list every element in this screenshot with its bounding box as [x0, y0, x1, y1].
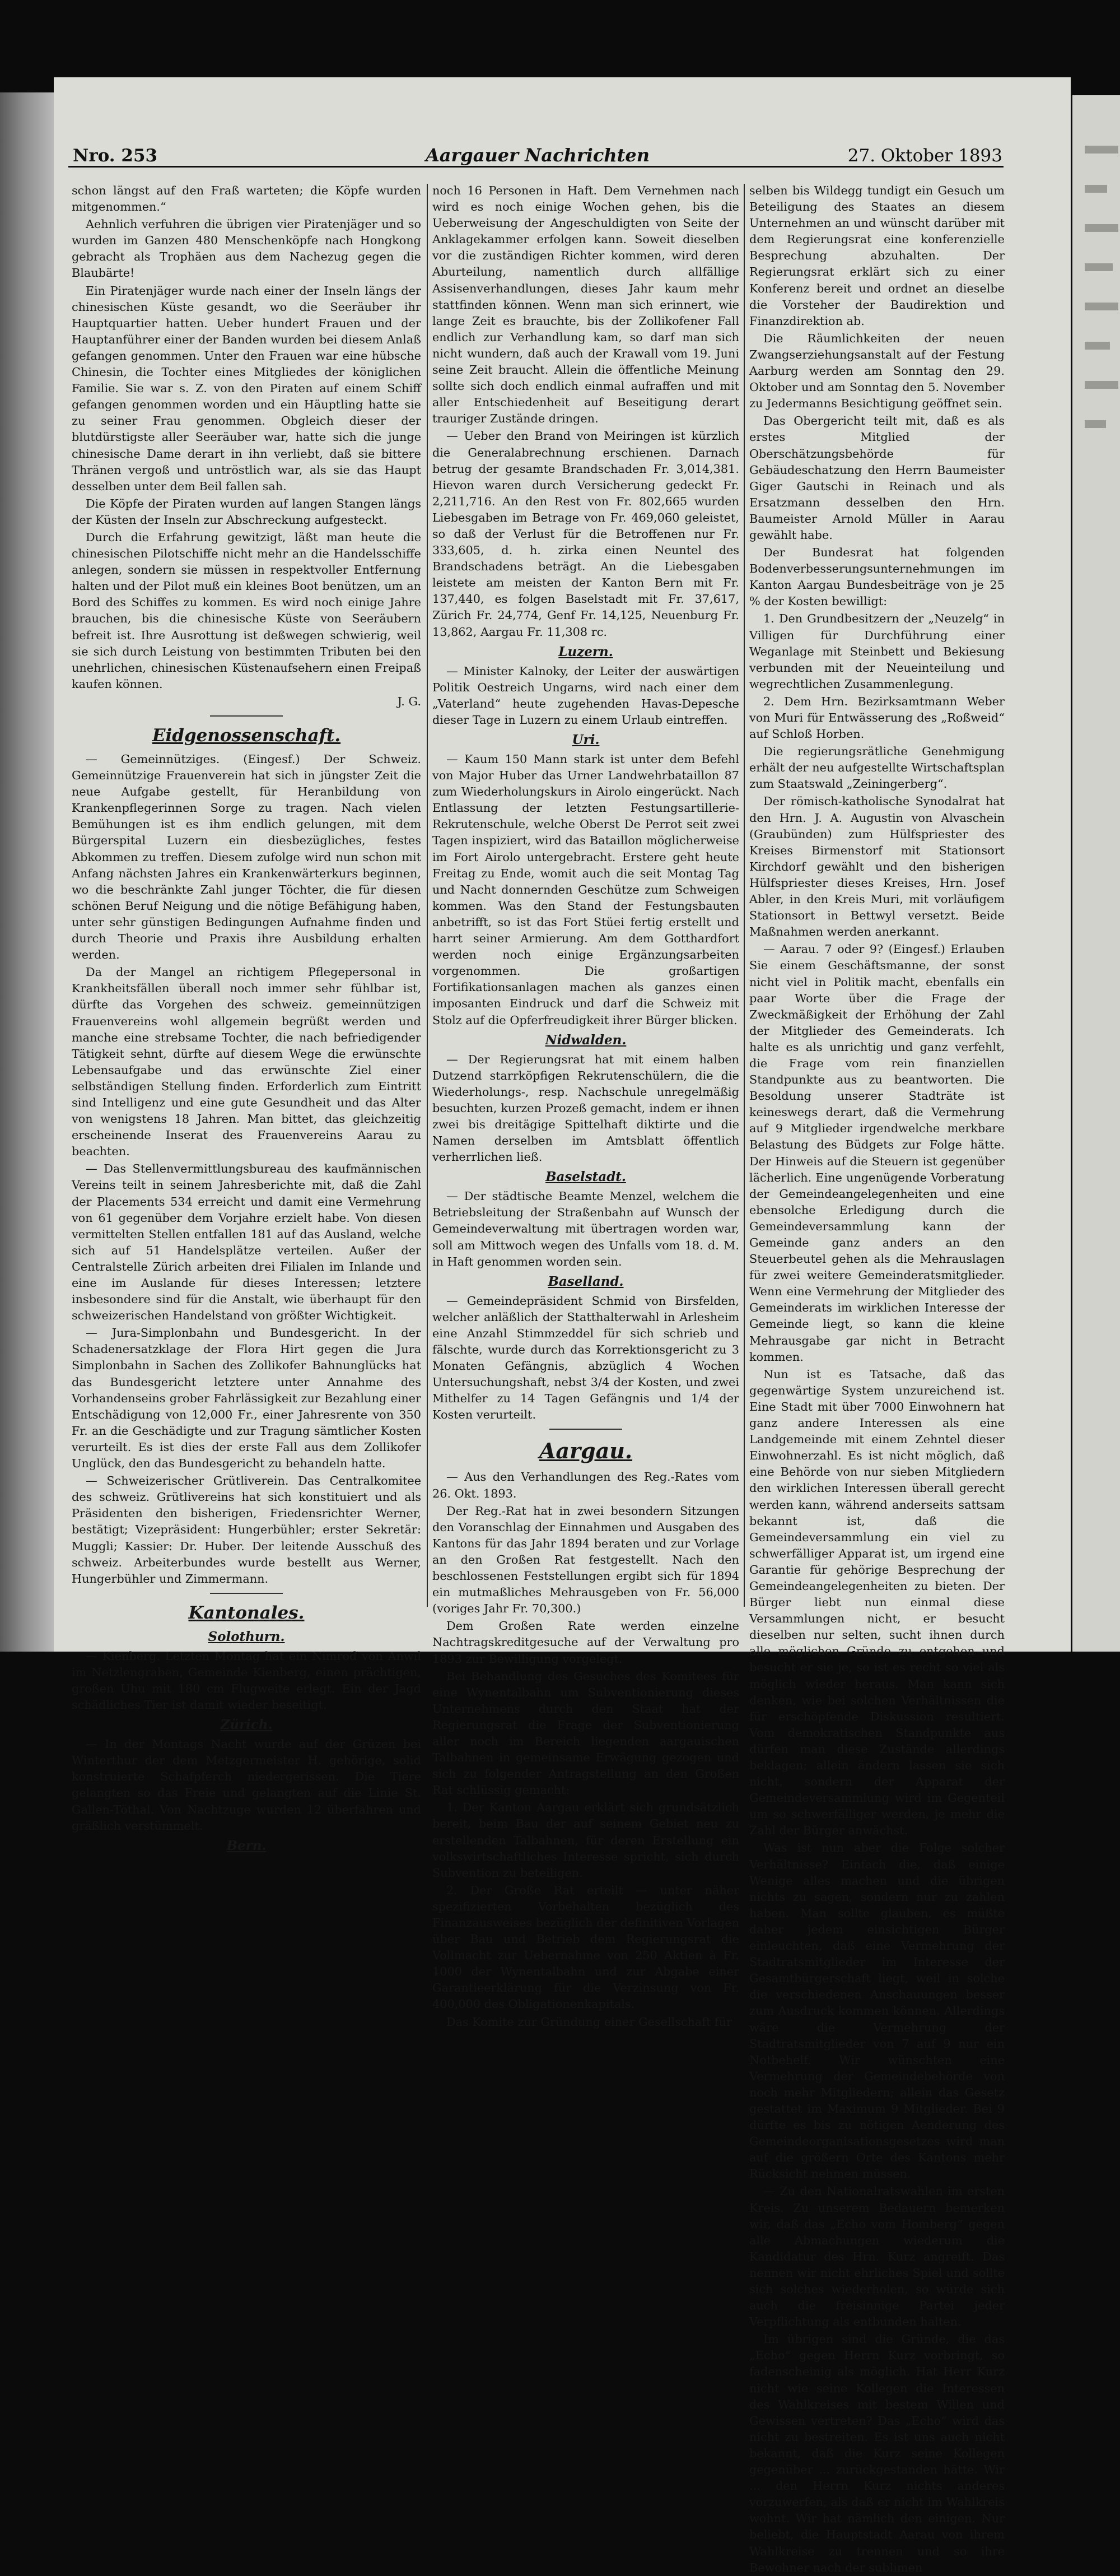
article-paragraph: — Kaum 150 Mann stark ist unter dem Befehl von Major Huber das Urner Landwehrbataillon 87 zum Wiederholungskurs in Airolo eingerückt. Nach Entlassung der letzten Festungsartillerie-Rekrutenschule, welche Oberst De Perrot seit zwei Tagen inspiziert, wird das Bataillon möglicherweise im Fort Airolo untergebracht. Erstere geht heute Freitag zu Ende, womit auch die seit Montag Tag und Nacht donnernden Geschütze zum Schweigen kommen. Was den Stand der Festungsbauten anbetrifft, so ist das Fort Stüei fertig erstellt und harrt seiner Armierung. Am dem Gotthardfort werden noch einige Ergänzungsarbeiten vorgenommen. Die großartigen Fortifikationsanlagen machen als ganzes einen imposanten Eindruck und darf die Schweiz mit Stolz auf die Opferfreudigkeit ihrer Bürger blicken.: [432, 752, 739, 1027]
ghost-text: [1085, 342, 1110, 350]
ghost-text: [1085, 303, 1118, 310]
article-paragraph: — Gemeinnütziges. (Eingesf.) Der Schweiz. Gemeinnützige Frauenverein hat sich in jüngster Zeit die neue Aufgabe gestellt, für Heranbildung von Krankenpflegerinnen Sorge zu tragen. Nach vielen Bemühungen ist es ihm endlich gelungen, mit dem Bürgerspital Luzern ein diesbezügliches, festes Abkommen zu treffen. Diesem zufolge wird nun schon mit Anfang nächsten Jahres ein Krankenwärterkurs beginnen, wo die beschränkte Zahl junger Töchter, die für diesen schönen Beruf Neigung und die nötige Befähigung haben, unter sehr günstigen Bedingungen Aufnahme finden und durch Theorie und Praxis ihre Ausbildung erhalten werden.: [72, 752, 421, 962]
ghost-text: [1085, 224, 1118, 232]
section-heading-aargau: Aargau.: [539, 1438, 633, 1464]
article-paragraph: — Schweizerischer Grütliverein. Das Centralkomitee des schweiz. Grütlivereins hat sich konstituiert und als Präsidenten den bisherigen, Friedensrichter Werner, bestätigt; Vizepräsident: Hungerbühler; erster Sekretär: Muggli; Kassier: Dr. Huber. Der leitende Ausschuß des schweiz. Arbeiterbundes wurde bestellt aus Werner, Hungerbühler und Zimmermann.: [72, 1474, 421, 1585]
article-paragraph: Durch die Erfahrung gewitzigt, läßt man heute die chinesischen Pilotschiffe nicht mehr an die Handelsschiffe anlegen, sondern sie müssen in respektvoller Entfernung halten und der Pilot muß ein kleines Boot benützen, um an Bord des Schiffes zu kommen. Es wird noch einige Jahre brauchen, bis die chinesische Küste von Seeräubern befreit ist. Ihre Ausrottung ist deßwegen schwierig, weil sie sich durch Leistung von bestimmten Tributen bei den unehrlichen, chinesischen Küstenaufsehern einen Freipaß kaufen können.: [72, 530, 421, 691]
article-paragraph: — Minister Kalnoky, der Leiter der auswärtigen Politik Oestreich Ungarns, wird nach einer dem „Vaterland“ heute zugehenden Havas-Depesche dieser Tage in Luzern zu einem Urlaub eintreffen.: [432, 664, 739, 727]
column-3: [749, 183, 1005, 2574]
article-paragraph: Der Bundesrat hat folgenden Bodenverbesserungsunternehmungen im Kanton Aargau Bundesbeiträge von je 25 % der Kosten bewilligt:: [749, 546, 1005, 608]
article-paragraph: Dem Großen Rate werden einzelne Nachtragskreditgesuche auf der Verwaltung pro 1893 zur Bewilligung vorgelegt.: [432, 1619, 739, 1666]
article-paragraph: 2. Der Große Rat erteilt — unter näher spezifizierten Vorbehalten bezüglich des Finanzausweises bezüglich der definitiven Vorlagen über Bau und Betrieb dem Regierungsrat die Vollmacht zur Uebernahme von 250 Aktien à Fr. 1000 der Wynentalbahn und zur Abgabe einer Garantieerklärung für die Verzinsung von Fr. 400,000 des Obligationenkapitals.: [432, 1883, 739, 2011]
section-rule: [549, 1429, 622, 1430]
page-header: [73, 140, 1002, 168]
article-paragraph: Bei Behandlung des Gesuches des Komitees für eine Wynentalbahn um Subventionierung dieses Unternehmens durch den Staat hat der Regierungsrat die Frage der Subventionierung aller noch im Bereich liegenden aargauischen Talbahnen in gemeinsame Erwägung gezogen und sich zu folgender Antragstellung an den Großen Rat schlüssig gemacht:: [432, 1669, 739, 1797]
ghost-text: [1085, 185, 1107, 193]
canton-heading-nidwalden: Nidwalden.: [545, 1032, 627, 1048]
article-paragraph: — Der Regierungsrat hat mit einem halben Dutzend starrköpfigen Rekrutenschülern, die die Wiederholungs-, resp. Nachschule unregelmäßig besuchten, kurzen Prozeß gemacht, indem er ihnen zwei bis dreitägige Spittelhaft diktirte und die Namen derselben im Amtsblatt öffentlich verherrlichen ließ.: [432, 1052, 739, 1164]
article-paragraph: Aehnlich verfuhren die übrigen vier Piratenjäger und so wurden im Ganzen 480 Menschenköpfe nach Hongkong gebracht als Trophäen aus dem Nachezug gegen die Blaubärte!: [72, 217, 421, 280]
article-paragraph: — In der Montags Nacht wurde auf der Grüzen bei Winterthur der dem Metzgermeister H. gehörige, solid konstruierte Schafpferch niedergerissen. Die Tiere gelangten so das Freie und gelangten auf die Linie St. Gallen-Töthal. Von Nachtzuge wurden 12 überfahren und gräßlich verstümmelt.: [72, 1737, 421, 1833]
next-page-edge: [1072, 95, 1120, 1652]
section-heading-eidgenossenschaft: Eidgenossenschaft.: [152, 726, 341, 746]
article-paragraph: Der römisch-katholische Synodalrat hat den Hrn. J. A. Augustin von Alvaschein (Graubünden) zum Hülfspriester des Kreises Birmenstorf mit Stationsort Kirchdorf gewählt und den bisherigen Hülfspriester dieses Kreises, Hrn. Josef Abler, in den Kreis Muri, mit vorläufigem Stationsort in Bettwyl versetzt. Beide Maßnahmen werden anerkannt.: [749, 794, 1005, 939]
author-signature: J. G.: [397, 694, 421, 708]
article-paragraph: selben bis Wildegg tundigt ein Gesuch um Beteiligung des Staates an diesem Unternehmen an und wünscht darüber mit dem Regierungsrat eine konferenzielle Besprechung abzuhalten. Der Regierungsrat erklärt sich zu einer Konferenz bereit und ordnet an dieselbe die Vorsteher der Baudirektion und Finanzdirektion ab.: [749, 184, 1005, 328]
article-paragraph: — Jura-Simplonbahn und Bundesgericht. In der Schadenersatzklage der Flora Hirt gegen die Jura Simplonbahn in Sachen des Zollikofer Bahnunglücks hat das Bundesgericht letztere unter Annahme des Vorhandenseins grober Fahrlässigkeit zur Bezahlung einer Entschädigung von 12,000 Fr., einer Jahresrente von 350 Fr. an die Geschädigte und zur Tragung sämtlicher Kosten verurteilt. Es ist dies der erste Fall aus dem Zollikofer Unglück, den das Bundesgericht zu behandeln hatte.: [72, 1326, 421, 1471]
column-2: [432, 183, 739, 2029]
ghost-text: [1085, 381, 1118, 389]
canton-heading-bern: Bern.: [226, 1838, 267, 1853]
issue-date: 27. Oktober 1893: [847, 146, 1002, 166]
column-1: [72, 183, 421, 1853]
section-heading-kantonales: Kantonales.: [188, 1602, 305, 1623]
article-paragraph: 2. Dem Hrn. Bezirksamtmann Weber von Muri für Entwässerung des „Roßweid“ auf Schloß Horben.: [749, 694, 1005, 741]
article-paragraph: noch 16 Personen in Haft. Dem Vernehmen nach wird es noch einige Wochen gehen, bis die Ueberweisung der Angeschuldigten von Seite der Anklagekammer erfolgen kann. Soweit dieselben vor die zuständigen Richter kommen, wird deren Aburteilung, namentlich durch allfällige Assisenverhandlungen, dieses Jahr kaum mehr stattfinden können. Wenn man sich erinnert, wie lange Zeit es brauchte, bis der Zollikofener Fall endlich zur Verhandlung kam, so darf man sich nicht wundern, daß auch der Krawall vom 19. Juni seine Zeit braucht. Allein die öffentliche Meinung sollte sich doch endlich einmal aufraffen und mit aller Entschiedenheit auf Beseitigung derart trauriger Zustände dringen.: [432, 184, 739, 426]
ghost-text: [1085, 420, 1106, 428]
article-paragraph: — Der städtische Beamte Menzel, welchem die Betriebsleitung der Straßenbahn auf Wunsch der Gemeindeverwaltung mit übertragen worden war, soll am Mittwoch wegen des Unfalls vom 18. d. M. in Haft genommen worden sein.: [432, 1189, 739, 1268]
article-paragraph: Die Köpfe der Piraten wurden auf langen Stangen längs der Küsten der Inseln zur Abschreckung aufgesteckt.: [72, 496, 421, 527]
canton-heading-solothurn: Solothurn.: [208, 1629, 285, 1644]
article-paragraph: schon längst auf den Fraß warteten; die Köpfe wurden mitgenommen.“: [72, 184, 421, 214]
article-paragraph: 1. Den Grundbesitzern der „Neuzelg“ in Villigen für Durchführung einer Weganlage mit Steinbett und Bekiesung verbunden mit der Neueinteilung und wegrechtlichen Zusammenlegung.: [749, 612, 1005, 691]
column-rule: [427, 184, 428, 1607]
article-paragraph: — Gemeindepräsident Schmid von Birsfelden, welcher anläßlich der Statthalterwahl in Arlesheim eine Anzahl Stimmzeddel für sich schrieb und fälschte, wurde durch das Korrektionsgericht zu 3 Monaten Gefängnis, abzüglich 4 Wochen Untersuchungshaft, nebst 3/4 der Kosten, und zwei Mithelfer zu 14 Tagen Gefängnis und 1/4 der Kosten verurteilt.: [432, 1294, 739, 1422]
canton-heading-luzern: Luzern.: [558, 644, 613, 659]
article-paragraph: Was ist nun aber die Folge solcher Verhältnisse? Einfach die, daß einige Wenige alles machen und die übrigen nichts zu sagen, sondern nur zu zahlen haben. Man sollte glauben, es müßte daher jedem einsichtigen Bürger einleuchten, daß eine Vermehrung der Stadtratsmitglieder im Interesse der Gesamtbürgerschaft liegt, weil in solche die verschiedenen Anschauungen besser zum Ausdruck kommen können. Allerdings wäre die Vermehrung der Stadtratsmitglieder von 7 auf 9 nur ein Notbehelf. Wir wünschten eine Vermehrung der Gemeindebehörde von noch mehr Mitgliedern; allein das Gesetz gestattet im Maximum 9 Mitglieder. Bei 9 dürfte es bis zu nötigen Aenderung des Gemeindeorganisationsgesetzes wird man auf die größern Orte des Kantons mehr Rücksicht nehmen müssen.: [749, 1841, 1005, 2181]
article-paragraph: — Ueber den Brand von Meiringen ist kürzlich die Generalabrechnung erschienen. Darnach betrug der gesamte Brandschaden Fr. 3,014,381. Hievon waren durch Versicherung gedeckt Fr. 2,211,716. An den Rest von Fr. 802,665 wurden Liebesgaben im Betrage von Fr. 469,060 geleistet, so daß der Verlust für die Betroffenen nur Fr. 333,605, d. h. zirka einen Neuntel des Brandschadens beträgt. An die Liebesgaben leistete am meisten der Kanton Bern mit Fr. 137,440, es folgen Baselstadt mit Fr. 37,617, Zürich Fr. 24,774, Genf Fr. 14,125, Neuenburg Fr. 13,862, Aargau Fr. 11,308 rc.: [432, 429, 739, 639]
section-rule: [210, 715, 283, 717]
column-rule: [744, 184, 745, 1607]
article-paragraph: — Aarau. 7 oder 9? (Eingesf.) Erlauben Sie einem Geschäftsmanne, der sonst nicht viel in Politik macht, ebenfalls ein paar Worte über die Frage der Zweckmäßigkeit der Erhöhung der Zahl der Mitglieder des Gemeinderats. Ich halte es als unrichtig und ganz verfehlt, die Frage vom rein finanziellen Standpunkte aus zu beantworten. Die Besoldung unserer Stadträte ist keineswegs derart, daß die Vermehrung auf 9 Mitglieder irgendwelche merkbare Belastung des Büdgets zur Folge hätte. Der Hinweis auf die Steuern ist gegenüber lächerlich. Eine ungenügende Vorberatung der Gemeindeangelegenheiten und eine ebensolche Erledigung durch die Gemeindeversammlung kann der Gemeinde ganz anders an den Steuerbeutel gehen als die Mehrauslagen für zwei weitere Gemeinderatsmitglieder. Wenn eine Vermehrung der Mitglieder des Gemeinderats im wirklichen Interesse der Gemeinde liegt, so kann die kleine Mehrausgabe gar nicht in Betracht kommen.: [749, 942, 1005, 1364]
header-rule: [68, 166, 1004, 168]
article-paragraph: Im übrigen sind die Gründe, die das „Echo“ gegen Herrn Kurz vorbringt, so fadenscheinig als möglich. Hat Herr Kurz nicht wie seine Kollegen die Interessen des Wahlkreises mit bestem Willen und Gewissen vertreten? Das „Echo“ wird das nicht zu bestreiten. Es ist uns auch nicht bekannt, daß die Kurz seine Kollegen gegenüber ... zurückgestanden hätte. Wir ... den Herrn Kurz nichts anderes vorzuwerfen, als daß er nicht im Wahlkreis wohnt. Wir hat nämlich den einigen. Nur beliebt, die Hauptstadt Aarau von ihrem Wahlkreise zu trennen und so ihre Bewohner nach der sublimen: [749, 2332, 1005, 2574]
article-paragraph: — Zu den Nationalratswahlen im ersten Kreis. Zu unserem Bedauern bemerken wir, daß das „Echo vom Homberg“ gegen alle Abmachungen wiederum die Kandidatur des Hrn. Kurz angreift. Das nennen wir nicht ehrliches Spiel und sollte sich solches wiederholen, so würde sich auch die freisinnige Partei jeder Verpflichtung als entbunden halten.: [749, 2184, 1005, 2329]
article-paragraph: Die Räumlichkeiten der neuen Zwangserziehungsanstalt auf der Festung Aarburg werden am Sonntag den 29. Oktober und am Sonntag den 5. November zu Jedermanns Besichtigung geöffnet sein.: [749, 331, 1005, 411]
article-paragraph: Das Obergericht teilt mit, daß es als erstes Mitglied der Oberschätzungsbehörde für Gebäudeschatzung den Herrn Baumeister Giger Gautschi in Reinach und als Ersatzmann desselben den Hrn. Baumeister Arnold Müller in Aarau gewählt habe.: [749, 414, 1005, 542]
article-paragraph: Ein Piratenjäger wurde nach einer der Inseln längs der chinesischen Küste gesandt, wo die Seeräuber ihr Hauptquartier hatten. Ueber hundert Frauen und der Hauptanführer einer der Banden wurden bei diesem Anlaß gefangen genommen. Unter den Frauen war eine hübsche Chinesin, die Tochter eines Mitgliedes der königlichen Familie. Sie war s. Z. von den Piraten auf einem Schiff gefangen genommen worden und ein Häuptling hatte sie zu seiner Frau genommen. Obgleich dieser der blutdürstigste aller Seeräuber war, hatte sich die junge chinesische Dame derart in ihn verliebt, daß sie bittere Thränen vergoß und untröstlich war, als sie das Haupt desselben unter dem Beil fallen sah.: [72, 283, 421, 493]
article-paragraph: Das Komite zur Gründung einer Gesellschaft für: [446, 2015, 732, 2029]
canton-heading-baselland: Baselland.: [548, 1273, 624, 1289]
ghost-text: [1085, 263, 1113, 271]
canton-heading-baselstadt: Baselstadt.: [545, 1169, 626, 1185]
section-rule: [210, 1593, 283, 1594]
article-paragraph: — Aus den Verhandlungen des Reg.-Rates vom 26. Okt. 1893.: [432, 1470, 739, 1500]
article-paragraph: — Das Stellenvermittlungsbureau des kaufmännischen Vereins teilt in seinem Jahresberichte mit, daß die Zahl der Placements 534 erreicht und damit eine Vermehrung von 61 gegenüber dem Vorjahre erzielt habe. Von diesen vermittelten Stellen entfallen 181 auf das Ausland, welche sich auf 51 Handelsplätze verteilen. Außer der Centralstelle Zürich arbeiten drei Filialen im Inlande und eine im Auslande für dieses Interessen; letztere insbesondere sind für die Anstalt, wie überhaupt für den schweizerischen Handelstand von größter Wichtigkeit.: [72, 1162, 421, 1323]
canton-heading-uri: Uri.: [572, 732, 600, 747]
article-paragraph: Der Reg.-Rat hat in zwei besondern Sitzungen den Voranschlag der Einnahmen und Ausgaben des Kantons für das Jahr 1894 beraten und zur Vorlage an den Großen Rat festgestellt. Nach den beschlossenen Feststellungen ergibt sich für 1894 ein mutmaßliches Mehrausgeben von Fr. 56,000 (voriges Jahr Fr. 70,300.): [432, 1504, 739, 1616]
article-paragraph: — Kienberg. Letzten Montag hat ein Nimrod von Anwil im Netzlengraben, Gemeinde Kienberg, einen prächtigen, großen Uhu mit 180 cm Flugweite erlegt. Ein der Jagd schädliches Tier ist damit wieder beseitigt.: [72, 1649, 421, 1712]
article-paragraph: Die regierungsrätliche Genehmigung erhält der neu aufgestellte Wirtschaftsplan zum Staatswald „Zeiningerberg“.: [749, 745, 1005, 791]
article-paragraph: Da der Mangel an richtigem Pflegepersonal in Krankheitsfällen überall noch immer sehr fühlbar ist, dürfte das Vorgehen des schweiz. gemeinnützigen Frauenvereins wohl allgemein begrüßt werden und manche eine strebsame Tochter, die nach befriedigender Tätigkeit sehnt, dürfte auf diesem Wege die erwünschte Lebensaufgabe und das erwünschte Ziel einer selbständigen Stellung finden. Erforderlich zum Eintritt sind Intelligenz und eine gute Gesundheit und das Alter von wenigstens 18 Jahren. Man bittet, das gleichzeitig erscheinende Inserat des Frauenvereins Aarau zu beachten.: [72, 965, 421, 1159]
ghost-text: [1085, 146, 1118, 154]
issue-number: Nro. 253: [73, 146, 158, 166]
newspaper-title: Aargauer Nachrichten: [425, 145, 650, 166]
article-paragraph: 1. Der Kanton Aargau erklärt sich grundsätzlich bereit, beim Bau der auf seinem Gebiet neu zu erstellenden Talbahnen, für deren Erstellung ein volkswirtschaftliches Interesse spricht, sich durch Subvention zu beteiligen.: [432, 1801, 739, 1880]
canton-heading-zuerich: Zürich.: [220, 1717, 273, 1733]
scanner-bed-left: [0, 92, 54, 1652]
article-paragraph: Nun ist es Tatsache, daß das gegenwärtige System unzureichend ist. Eine Stadt mit über 7000 Einwohnern hat ganz andere Interessen als eine Landgemeinde mit einem Zehntel dieser Einwohnerzahl. Es ist nicht möglich, daß eine Behörde von nur sieben Mitgliedern den wirklichen Interessen überall gerecht werden kann, während anderseits sattsam bekannt ist, daß die Gemeindeversammlung ein viel zu schwerfälliger Apparat ist, um irgend eine Garantie für gehörige Besprechung der Gemeindeangelegenheiten zu bieten. Der Bürger liebt nun einmal diese Versammlungen nicht, er besucht dieselben nur selten, sucht ihnen durch alle möglichen Gründe zu entgehen und besucht er sie je, so ist es recht so viel als möglich wieder heraus. Man kann sich denken, wie bei solchen Verhältnissen die für erschöpfende Diskussion resultiert. Vom demokratischen Standpunkte aus dürfen man diese Zustände allerdings beklagen; allein ändern lassen sie sich nicht, sondern der Apparat der Gemeindeversammlung wird im Gegenteil um so schwerfälliger werden, je mehr die Zahl der Bürger anwächst.: [749, 1367, 1005, 1838]
